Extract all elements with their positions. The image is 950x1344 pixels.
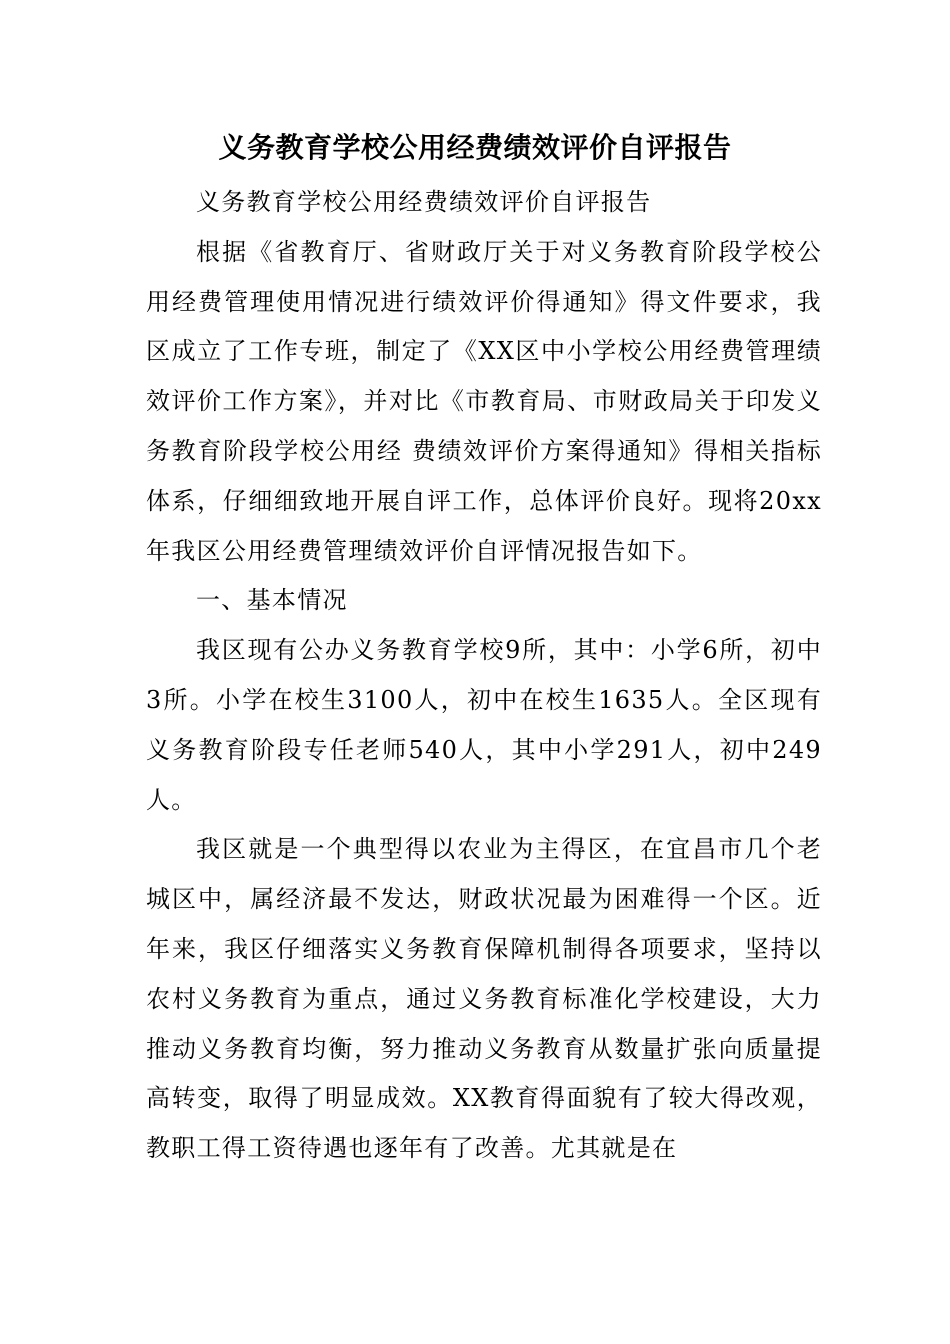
basic-statistics-paragraph: 我区现有公办义务教育学校9所，其中：小学6所，初中3所。小学在校生3100人，初中在校生1635人。全区现有义务教育阶段专任老师540人，其中小学291人，初中249人。 xyxy=(146,636,822,814)
intro-paragraph: 根据《省教育厅、省财政厅关于对义务教育阶段学校公用经费管理使用情况进行绩效评价得通知》得文件要求，我区成立了工作专班，制定了《XX区中小学校公用经费管理绩效评价工作方案》，并对比《市教育局、市财政局关于印发义务教育阶段学校公用经 费绩效评价方案得通知》得相关指标体系，仔细细致地开展自评工作，总体评价良好。现将20xx年我区公用经费管理绩效评价自评情况报告如下。 xyxy=(146,237,822,565)
district-overview-paragraph: 我区就是一个典型得以农业为主得区，在宜昌市几个老城区中，属经济最不发达，财政状况最为困难得一个区。近年来，我区仔细落实义务教育保障机制得各项要求，坚持以农村义务教育为重点，通过义务教育标准化学校建设，大力推动义务教育均衡，努力推动义务教育从数量扩张向质量提高转变，取得了明显成效。XX教育得面貌有了较大得改观，教职工得工资待遇也逐年有了改善。尤其就是在 xyxy=(146,835,822,1163)
subtitle-paragraph: 义务教育学校公用经费绩效评价自评报告 xyxy=(196,188,652,216)
document-body xyxy=(146,178,822,1174)
document-title: 义务教育学校公用经费绩效评价自评报告 xyxy=(218,131,732,164)
section-heading-basic-situation: 一、基本情况 xyxy=(196,586,348,615)
